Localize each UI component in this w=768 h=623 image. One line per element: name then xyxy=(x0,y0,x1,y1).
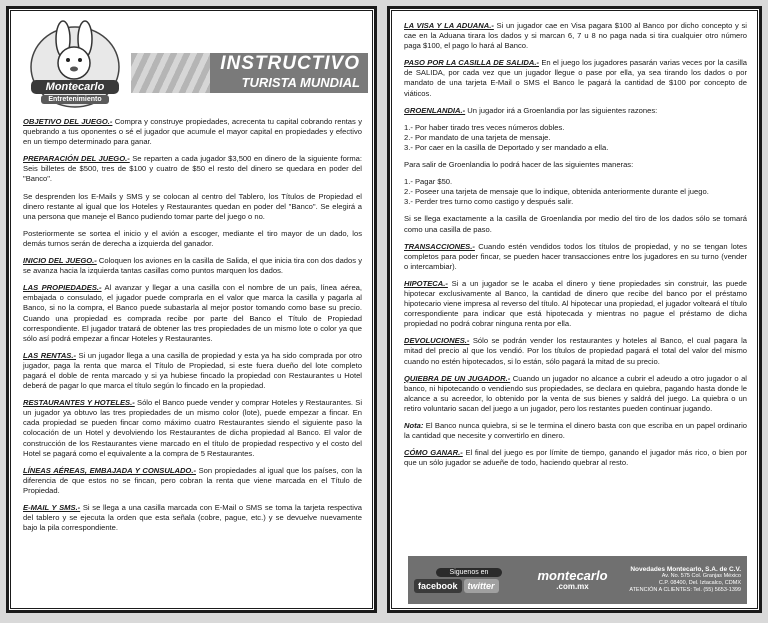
left-panel xyxy=(6,6,377,613)
paragraph xyxy=(404,336,747,366)
section-text: Si a un jugador se le acaba el dinero y tiene propiedades sin construir, las puede hipotecar exclusivamente al Banco, la cantidad de dinero que recibe del banco por el préstamo hipotecario viene impresa al reverso del título. Al hipotecar una propiedad, el jugador volteará el título correspondiente para indicar que está hipotecada y mientras no pague el préstamo de dicha propiedad no podrá cobrar ninguna renta por ella. xyxy=(404,278,747,329)
section-heading: HIPOTECA.- xyxy=(404,278,448,288)
section-heading: TRANSACCIONES.- xyxy=(404,241,475,251)
paragraph xyxy=(404,374,747,414)
paragraph xyxy=(23,351,362,391)
section-heading: LAS RENTAS.- xyxy=(23,350,77,360)
paragraph xyxy=(23,154,362,184)
title-box xyxy=(210,53,368,93)
company-name: Novedades Montecarlo, S.A. de C.V. xyxy=(630,566,741,573)
section-text: Un jugador irá a Groenlandia por las siguientes razones: xyxy=(465,105,658,115)
section-text: Compra y construye propiedades, acrecenta tu capital cobrando rentas y quebrando a tus oponentes o sé el jugador que acumule el mayor capital en propiedades y efectivo en un tiempo determinado para ganar. xyxy=(23,117,362,147)
section-heading: INICIO DEL JUEGO.- xyxy=(23,256,97,266)
section-heading: E-MAIL Y SMS.- xyxy=(23,503,81,512)
paragraph xyxy=(23,192,362,222)
section-text: Cuando un jugador no alcance a cubrir el adeudo a otro jugador o al banco, ni hipotecando o vendiendo sus propiedades, se declara en quiebra, pagando hasta donde le alcance a su acreedor, lo obtenido por la venta de sus bienes y saldrá del juego. La quiebra o un retiro voluntario sacan del juego a un jugador, pero los restantes pueden continuar jugando. xyxy=(404,373,747,413)
section-text: Se desprenden los E-Mails y SMS y se colocan al centro del Tablero, los Títulos de Propiedad el dinero restante al igual que los Hoteles y Restaurantes quedan en poder del "Banco". Se elegirá a una persona que maneje el Banco pudiendo tomar parte del juego o no. xyxy=(23,191,362,221)
paragraph xyxy=(404,279,747,329)
paragraph xyxy=(23,229,362,249)
paragraph xyxy=(404,242,747,272)
paragraph xyxy=(404,448,747,468)
section-heading: OBJETIVO DEL JUEGO.- xyxy=(23,117,113,126)
brand-tagline: Entretenimiento xyxy=(48,96,102,103)
section-heading: RESTAURANTES Y HOTELES.- xyxy=(23,398,135,408)
right-panel xyxy=(387,6,762,613)
section-text: Si un jugador cae en Visa pagara $100 al Banco por dicho concepto y si cae en la Aduana tirara los dados y si marcan 6, 7 u 8 no paga nada si tira cualquier otro número paga $100, el pago lo hará al Banco. xyxy=(404,21,747,51)
title-sub: TURISTA MUNDIAL xyxy=(241,75,360,90)
section-text: Posteriormente se sortea el inicio y el avión a escoger, mediante el tiro mayor de un dado, los demás turnos serán de derecha a izquierda del ganador. xyxy=(23,228,362,248)
section-heading: LA VISA Y LA ADUANA.- xyxy=(404,21,494,30)
section-text: Son propiedades al igual que los países, con la diferencia de que estos no se fincan, pero cobran la renta que viene marcada en el Título de Propiedad. xyxy=(23,465,362,495)
twitter-link[interactable]: twitter xyxy=(464,579,499,593)
website-url: .com.mx xyxy=(556,582,589,591)
paragraph xyxy=(404,177,747,207)
section-heading: CÓMO GANAR.- xyxy=(404,448,463,458)
section-heading: LÍNEAS AÉREAS, EMBAJADA Y CONSULADO.- xyxy=(23,465,196,475)
section-heading: GROENLANDIA.- xyxy=(404,105,466,115)
paragraph xyxy=(404,123,747,153)
section-text: En el juego los jugadores pasarán varias veces por la casilla de SALIDA, por cada vez que un jugador llegue o pase por ella, ya sea tirando los dados o por mandato de una tarjeta E-Mail o SMS el Banco le pagará la cantidad de $100 por concepto de viáticos. xyxy=(404,58,747,98)
section-text: El Banco nunca quiebra, si se le termina el dinero basta con que escriba en un papel ordinario la cantidad que necesite y convertirlo en dinero. xyxy=(404,421,747,441)
paragraph xyxy=(404,214,747,234)
website-brand: montecarlo xyxy=(537,568,608,583)
paragraph xyxy=(23,398,362,459)
section-text: Coloquen los aviones en la casilla de Salida, el que inicia tira con dos dados y se avanza hacia la izquierda tantas casillas como puntos marquen los dados. xyxy=(23,256,362,276)
paragraph xyxy=(404,421,747,441)
paragraph xyxy=(404,160,747,170)
section-heading: Nota: xyxy=(404,421,424,430)
section-text: Al avanzar y llegar a una casilla con el nombre de un país, línea aérea, embajada o consulado, el jugador puede comprarla en el valor que marca la casilla y pagarla al Banco, si no la compra, el Banco puede subastarla al mejor postor tomando como base su precio. Cuando una propiedad es comprada recibe por parte del Banco el Título de Propiedad correspondiente. El jugador tratará de obtener las tres propiedades de un mismo lote o color ya que sólo así podrá empezar a fincar Hoteles y Restaurantes. xyxy=(23,283,362,343)
section-text: Si se llega a una casilla marcada con E-Mail o SMS se toma la tarjeta respectiva del tablero y se ejecuta la orden que esta señala (cobre, pague, etc.) y se devuelve nuevamente bajo la pila correspondiente. xyxy=(23,503,362,533)
right-content xyxy=(404,9,747,468)
section-text: 1.- Por haber tirado tres veces números dobles. 2.- Por mandato de una tarjeta de mensaje. 3.- Por caer en la casilla de Deportado y ser mandado a ella. xyxy=(404,122,609,152)
company-line: ATENCIÓN A CLIENTES: Tel. (55) 5653-1399 xyxy=(629,587,741,593)
follow-label: Siguenos en xyxy=(436,568,502,577)
section-text: Sólo se podrán vender los restaurantes y hoteles al Banco, el cual pagara la mitad del precio al que los vendió. Por los títulos de propiedad pagará el total del valor del mismo cuando no estén hipotecados, si lo están, sólo pagará la mitad de su precio. xyxy=(404,336,747,366)
section-text: Cuando estén vendidos todos los títulos de propiedad, y no se tengan lotes completos para poder fincar, se pueden hacer transacciones entre los jugadores en su turno (vender o intercambiar). xyxy=(404,241,747,271)
social-links xyxy=(408,568,524,593)
brand-name: Montecarlo xyxy=(45,81,105,93)
section-text: Si un jugador llega a una casilla de propiedad y esta ya ha sido comprada por otro jugador, paga la renta que marca el Título de Propiedad, si este fuera dueño del lote completo pagará el doble de renta marcado y si ya hubiese fincado la propiedad con Restaurantes u Hotel deberá de pagar lo que marca el título según lo fincado en la propiedad. xyxy=(23,350,363,391)
company-line: Av. No. 575 Col. Granjas México xyxy=(661,573,741,579)
section-text: Se reparten a cada jugador $3,500 en dinero de la siguiente forma: Seis billetes de $500, tres de $100 y cuatro de $50 el resto del dinero se quedara en poder del "Banco". xyxy=(23,154,363,184)
section-heading: PREPARACIÓN DEL JUEGO.- xyxy=(23,154,130,164)
section-text: El final del juego es por límite de tiempo, ganando el jugador más rico, o bien por que un sólo jugador se adueñe de todo, haciendo quebrar al resto. xyxy=(404,448,747,468)
brand-logo xyxy=(25,17,125,111)
company-info xyxy=(621,566,747,594)
paragraph xyxy=(404,106,747,116)
website-link[interactable] xyxy=(524,569,621,591)
paragraph xyxy=(23,283,362,344)
facebook-link[interactable]: facebook xyxy=(414,579,462,593)
section-heading: DEVOLUCIONES.- xyxy=(404,336,470,346)
section-heading: PASO POR LA CASILLA DE SALIDA.- xyxy=(404,58,539,68)
paragraph xyxy=(23,503,362,533)
left-content xyxy=(23,117,362,533)
section-text: 1.- Pagar $50. 2.- Poseer una tarjeta de mensaje que lo indique, obtenida anteriormente durante el juego. 3.- Perder tres turno como castigo y después salir. xyxy=(404,177,709,207)
paragraph xyxy=(23,117,362,147)
section-text: Para salir de Groenlandia lo podrá hacer de las siguientes maneras: xyxy=(404,160,634,170)
footer xyxy=(408,556,747,604)
header xyxy=(23,9,362,117)
title-band xyxy=(131,53,368,93)
title-main: INSTRUCTIVO xyxy=(220,53,360,74)
section-heading: LAS PROPIEDADES.- xyxy=(23,283,102,293)
paragraph xyxy=(23,466,362,496)
section-text: Sólo el Banco puede vender y comprar Hoteles y Restaurantes. Si un jugador ya obtuvo las tres propiedades de un mismo color (lote), puede empezar a fincar. En cada propiedad se pueden fincar como máximo cuatro Restaurantes siendo el siguiente paso la colocación de un Hotel y devolviendo los Restaurantes de dicha propiedad al Banco. El valor de construcción de los Restaurantes viene marcado en el título de propiedad respectivo y el costo del Hotel se pagará como el equivalente a la compra de 5 Restaurantes. xyxy=(23,398,363,458)
section-text: Si se llega exactamente a la casilla de Groenlandia por medio del tiro de los dados sólo se tomará como una casilla de paso. xyxy=(404,214,747,234)
paragraph xyxy=(404,21,747,51)
paragraph xyxy=(23,256,362,276)
paragraph xyxy=(404,58,747,98)
section-heading: QUIEBRA DE UN JUGADOR.- xyxy=(404,373,511,383)
company-line: C.P. 08400, Del. Iztacalco, CDMX xyxy=(658,580,741,586)
